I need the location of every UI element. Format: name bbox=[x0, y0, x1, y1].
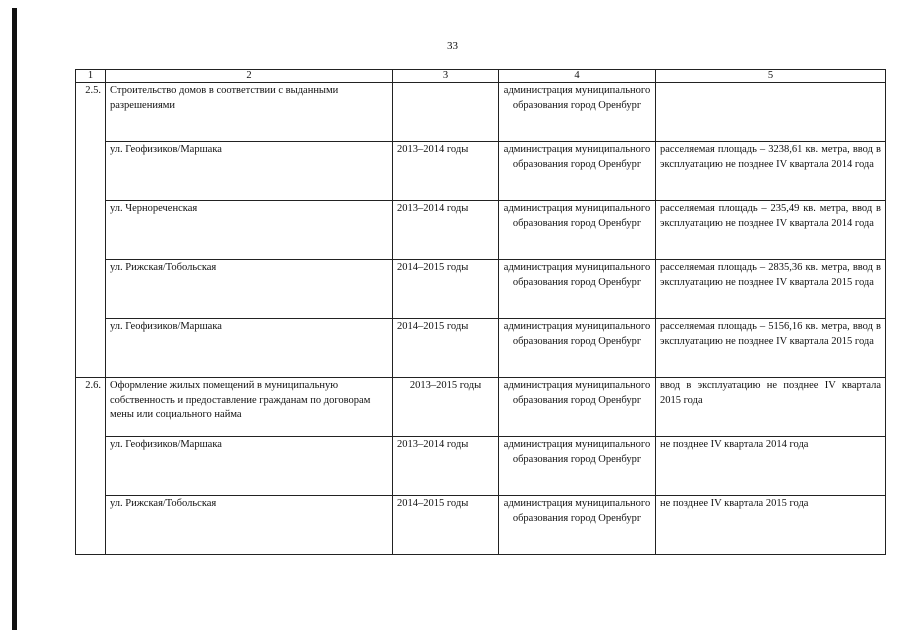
item-responsible: администрация муниципального образования город Оренбург bbox=[499, 319, 656, 378]
item-name: ул. Геофизиков/Маршака bbox=[106, 319, 393, 378]
table-row bbox=[76, 319, 886, 378]
table-row bbox=[76, 260, 886, 319]
item-period: 2013–2014 годы bbox=[393, 142, 499, 201]
column-header: 3 bbox=[393, 70, 499, 83]
item-result: расселяемая площадь – 3238,61 кв. метра, ввод в эксплуатацию не позднее IV квартала 2014 года bbox=[656, 142, 886, 201]
column-header: 2 bbox=[106, 70, 393, 83]
table-row bbox=[76, 201, 886, 260]
item-name: ул. Геофизиков/Маршака bbox=[106, 437, 393, 496]
item-number: 2.5. bbox=[76, 83, 106, 378]
item-result: расселяемая площадь – 5156,16 кв. метра, ввод в эксплуатацию не позднее IV квартала 2015 года bbox=[656, 319, 886, 378]
scan-edge-bar bbox=[12, 8, 17, 630]
item-result: не позднее IV квартала 2014 года bbox=[656, 437, 886, 496]
item-period: 2014–2015 годы bbox=[393, 260, 499, 319]
item-responsible: администрация муниципального образования город Оренбург bbox=[499, 437, 656, 496]
item-period: 2013–2014 годы bbox=[393, 201, 499, 260]
item-period: 2014–2015 годы bbox=[393, 319, 499, 378]
table-row bbox=[76, 437, 886, 496]
item-period: 2013–2015 годы bbox=[393, 378, 499, 437]
page-number: 33 bbox=[447, 40, 458, 52]
item-responsible: администрация муниципального образования город Оренбург bbox=[499, 142, 656, 201]
item-result bbox=[656, 83, 886, 142]
item-result: ввод в эксплуатацию не позднее IV квартала 2015 года bbox=[656, 378, 886, 437]
item-name: ул. Геофизиков/Маршака bbox=[106, 142, 393, 201]
column-header: 1 bbox=[76, 70, 106, 83]
item-responsible: администрация муниципального образования город Оренбург bbox=[499, 201, 656, 260]
item-responsible: администрация муниципального образования город Оренбург bbox=[499, 260, 656, 319]
item-name: Оформление жилых помещений в муниципальную собственность и предоставление гражданам по договорам мены или социального найма bbox=[106, 378, 393, 437]
item-period: 2013–2014 годы bbox=[393, 437, 499, 496]
item-name: ул. Чернореченская bbox=[106, 201, 393, 260]
item-name: ул. Рижская/Тобольская bbox=[106, 496, 393, 555]
item-name: ул. Рижская/Тобольская bbox=[106, 260, 393, 319]
item-result: расселяемая площадь – 235,49 кв. метра, ввод в эксплуатацию не позднее IV квартала 2014 года bbox=[656, 201, 886, 260]
item-responsible: администрация муниципального образования город Оренбург bbox=[499, 378, 656, 437]
table-row bbox=[76, 142, 886, 201]
item-result: не позднее IV квартала 2015 года bbox=[656, 496, 886, 555]
table-row bbox=[76, 83, 886, 142]
item-responsible: администрация муниципального образования город Оренбург bbox=[499, 496, 656, 555]
item-period bbox=[393, 83, 499, 142]
item-period: 2014–2015 годы bbox=[393, 496, 499, 555]
item-result: расселяемая площадь – 2835,36 кв. метра, ввод в эксплуатацию не позднее IV квартала 2015 года bbox=[656, 260, 886, 319]
item-number: 2.6. bbox=[76, 378, 106, 555]
column-header: 5 bbox=[656, 70, 886, 83]
table-header-row bbox=[76, 70, 886, 83]
item-name: Строительство домов в соответствии с выданными разрешениями bbox=[106, 83, 393, 142]
item-responsible: администрация муниципального образования город Оренбург bbox=[499, 83, 656, 142]
column-header: 4 bbox=[499, 70, 656, 83]
program-table bbox=[75, 69, 886, 555]
table-row bbox=[76, 496, 886, 555]
table-row bbox=[76, 378, 886, 437]
